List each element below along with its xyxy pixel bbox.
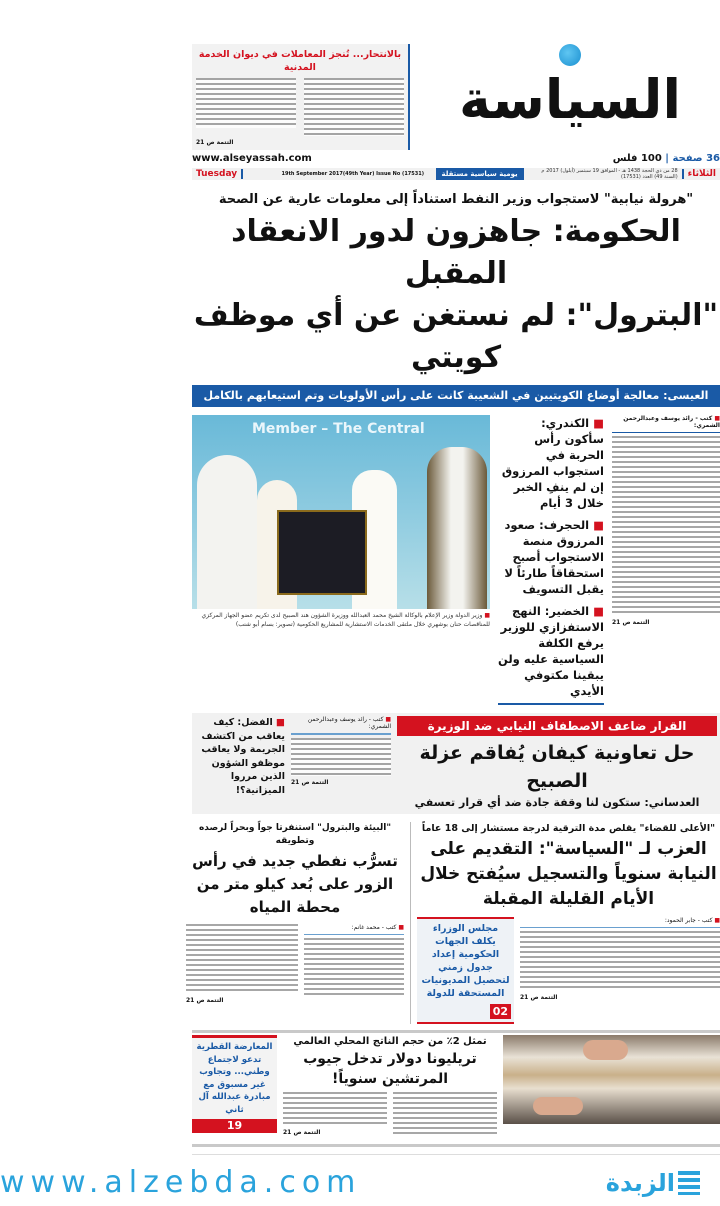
story2-byline: ■ كتب - رائد يوسف وعبدالرحمن الشمري: <box>307 716 391 730</box>
story5-continued[interactable]: التتمة ص 21 <box>283 1129 321 1136</box>
watermark-logo: الزبدة <box>606 1169 700 1197</box>
front-page <box>186 0 720 1155</box>
date-en: 19th September 2017(49th Year) Issue No (17531) <box>281 171 425 177</box>
story2-banner: القرار ضاعف الاصطفاف النيابي ضد الوزيرة <box>397 716 717 736</box>
lead-photo-column <box>192 415 490 629</box>
lead-text-column <box>612 415 720 626</box>
bullet-item[interactable]: ■ الكندري: سأكون رأس الحربة في استجواب المرزوق إن لم ينفِ الخبر خلال 3 أيام <box>501 416 604 510</box>
date-bar <box>192 168 720 180</box>
story3-byline: ■ كتب - جابر الحمود: <box>664 917 720 924</box>
pages-price: 36 صفحة | 100 فلس <box>612 153 720 164</box>
story3 <box>417 822 720 1024</box>
tagline: يومية سياسية مستقلة <box>436 168 524 180</box>
photo-credit: (تصوير: بسام أبو شنب) <box>235 621 295 628</box>
website[interactable]: www.alseyassah.com <box>192 153 312 164</box>
lead-byline: ■ كتب - رائد يوسف وعبدالرحمن الشمري: <box>623 415 720 429</box>
bullet-item[interactable]: ■ الخضير: النهج الاستفزازي للوزير يرفع الكلفة السياسية عليه ولن يبقينا مكتوفي الأيدي <box>498 604 604 698</box>
story4-continued[interactable]: التتمة ص 21 <box>186 997 224 1004</box>
teaser-text-right <box>304 78 404 136</box>
lead-subhead-bar: العيسى: معالجة أوضاع الكويتيين في الشعيبة كانت على رأس الأولويات وتم استيعابهم بالكامل <box>192 385 720 407</box>
inset-box[interactable]: مجلس الوزراء يكلف الجهات الحكومية إعداد جدول زمني لتحصيل المديونيات المستحقة للدولة 02 <box>417 917 514 1024</box>
page-count: 36 صفحة <box>672 153 720 164</box>
story3-body <box>520 931 720 991</box>
teaser-box[interactable] <box>192 44 410 150</box>
story5 <box>283 1035 497 1136</box>
bullet-item[interactable]: ■ الحجرف: صعود المرزوق منصة الاستجواب أصبح استحقاقاً طارئاً لا يقبل التسويف <box>504 518 604 596</box>
handshake-hands <box>583 1040 628 1060</box>
lead-body-row <box>192 415 720 705</box>
logo-bird-icon <box>559 44 581 66</box>
day-ar: الثلاثاء <box>682 169 720 179</box>
inset-page: 02 <box>490 1004 511 1019</box>
story2-continued[interactable]: التتمة ص 21 <box>291 779 329 786</box>
qatar-box[interactable]: المعارضة القطرية تدعو لاجتماع وطني... وتجاوب غير مسبوق مع مبادرة عبدالله آل ثاني 19 <box>192 1035 277 1133</box>
story2-main <box>397 716 717 811</box>
lead-headline-2[interactable]: "البترول": لم نستغن عن أي موظف كويتي <box>193 298 719 375</box>
story2-side[interactable]: ■ الفضل: كيف يعاقب من اكتشف الجريمة ولا يعاقب موظفو الشؤون الذين مرروا الميزانية؟! <box>201 717 285 796</box>
story4 <box>186 822 404 1004</box>
watermark-url: www.alzebda.com <box>0 1165 362 1200</box>
hijri-date: 28 من ذي الحجة 1438 هـ - الموافق 19 سبتمبر (أيلول) 2017 م (السنة 49) العدد (17531) <box>541 168 678 180</box>
story5-body-right <box>393 1092 497 1136</box>
story4-kicker: "البيئة والبترول" استنفرتا جواً وبحراً لرصده وتطويقه <box>198 823 392 846</box>
money-hands <box>533 1097 583 1115</box>
teaser-continued[interactable]: التتمة ص 21 <box>196 139 234 146</box>
watermark <box>0 1165 720 1206</box>
story3-continued[interactable]: التتمة ص 21 <box>520 994 558 1001</box>
story3-text <box>520 917 720 1001</box>
story2-box <box>192 713 720 814</box>
list-icon <box>678 1171 700 1195</box>
story4-headline[interactable]: تسرُّب نفطي جديد في رأس الزور على بُعد كيلو متر من محطة المياه <box>192 852 398 916</box>
story2-subhead: العدساني: ستكون لنا وقفة جادة ضد أي قرار تعسفي <box>414 796 700 809</box>
story2-body <box>291 738 391 776</box>
photo-caption: ■ وزير الدولة وزير الإعلام بالوكالة الشيخ محمد العبدالله ووزيرة الشؤون هند الصبيح لدى تكريم عضو الجهاز المركزي للمناقصات حنان بوشهري خلال ملتقى الخدمات الاستشارية للمشاريع الحكومية (تصوير: بسام أبو شنب) <box>201 612 490 628</box>
story5-body-left <box>283 1092 387 1126</box>
story3-headline[interactable]: العزب لـ "السياسة": التقديم على النيابة سنوياً والتسجيل سيُفتح خلال الأيام القليلة المقبلة <box>420 839 717 909</box>
qatar-page: 19 <box>192 1119 277 1133</box>
masthead-logo: السياسة <box>420 44 720 134</box>
story3-kicker: "الأعلى للقضاء" يقلص مدة الترقية لدرجة مستشار إلى 18 عاماً <box>421 823 716 834</box>
story4-body-left <box>186 924 298 994</box>
lead-photo[interactable]: Member – The Central <box>192 415 490 609</box>
lead-headline-1[interactable]: الحكومة: جاهزون لدور الانعقاد المقبل <box>231 214 681 291</box>
story5-photo[interactable] <box>503 1035 720 1124</box>
day-en: Tuesday <box>192 169 243 179</box>
story2-text-column <box>291 716 391 786</box>
lead-continued[interactable]: التتمة ص 21 <box>612 619 650 626</box>
story4-byline: ■ كتب - محمد غانم: <box>351 924 404 931</box>
story2-headline[interactable]: حل تعاونية كيفان يُفاقم عزلة الصبيح <box>419 742 695 792</box>
teaser-title: بالانتحار... تُنجز المعاملات في ديوان الخدمة المدنية <box>198 49 402 73</box>
story5-kicker: تمثل 2٪ من حجم الناتج المحلي العالمي <box>293 1036 487 1047</box>
story5-headline[interactable]: تريليونا دولار تدخل جيوب المرتشين سنوياً! <box>303 1051 477 1087</box>
teaser-text-left <box>196 78 296 128</box>
lead-kicker: "هرولة نيابية" لاستجواب وزير النفط استناداً إلى معلومات عارية عن الصحة <box>218 192 694 207</box>
lead-bullets <box>498 415 604 705</box>
price: 100 فلس <box>612 153 662 164</box>
masthead <box>192 44 720 150</box>
story4-body-right <box>304 938 404 998</box>
lead-body-text <box>612 436 720 616</box>
